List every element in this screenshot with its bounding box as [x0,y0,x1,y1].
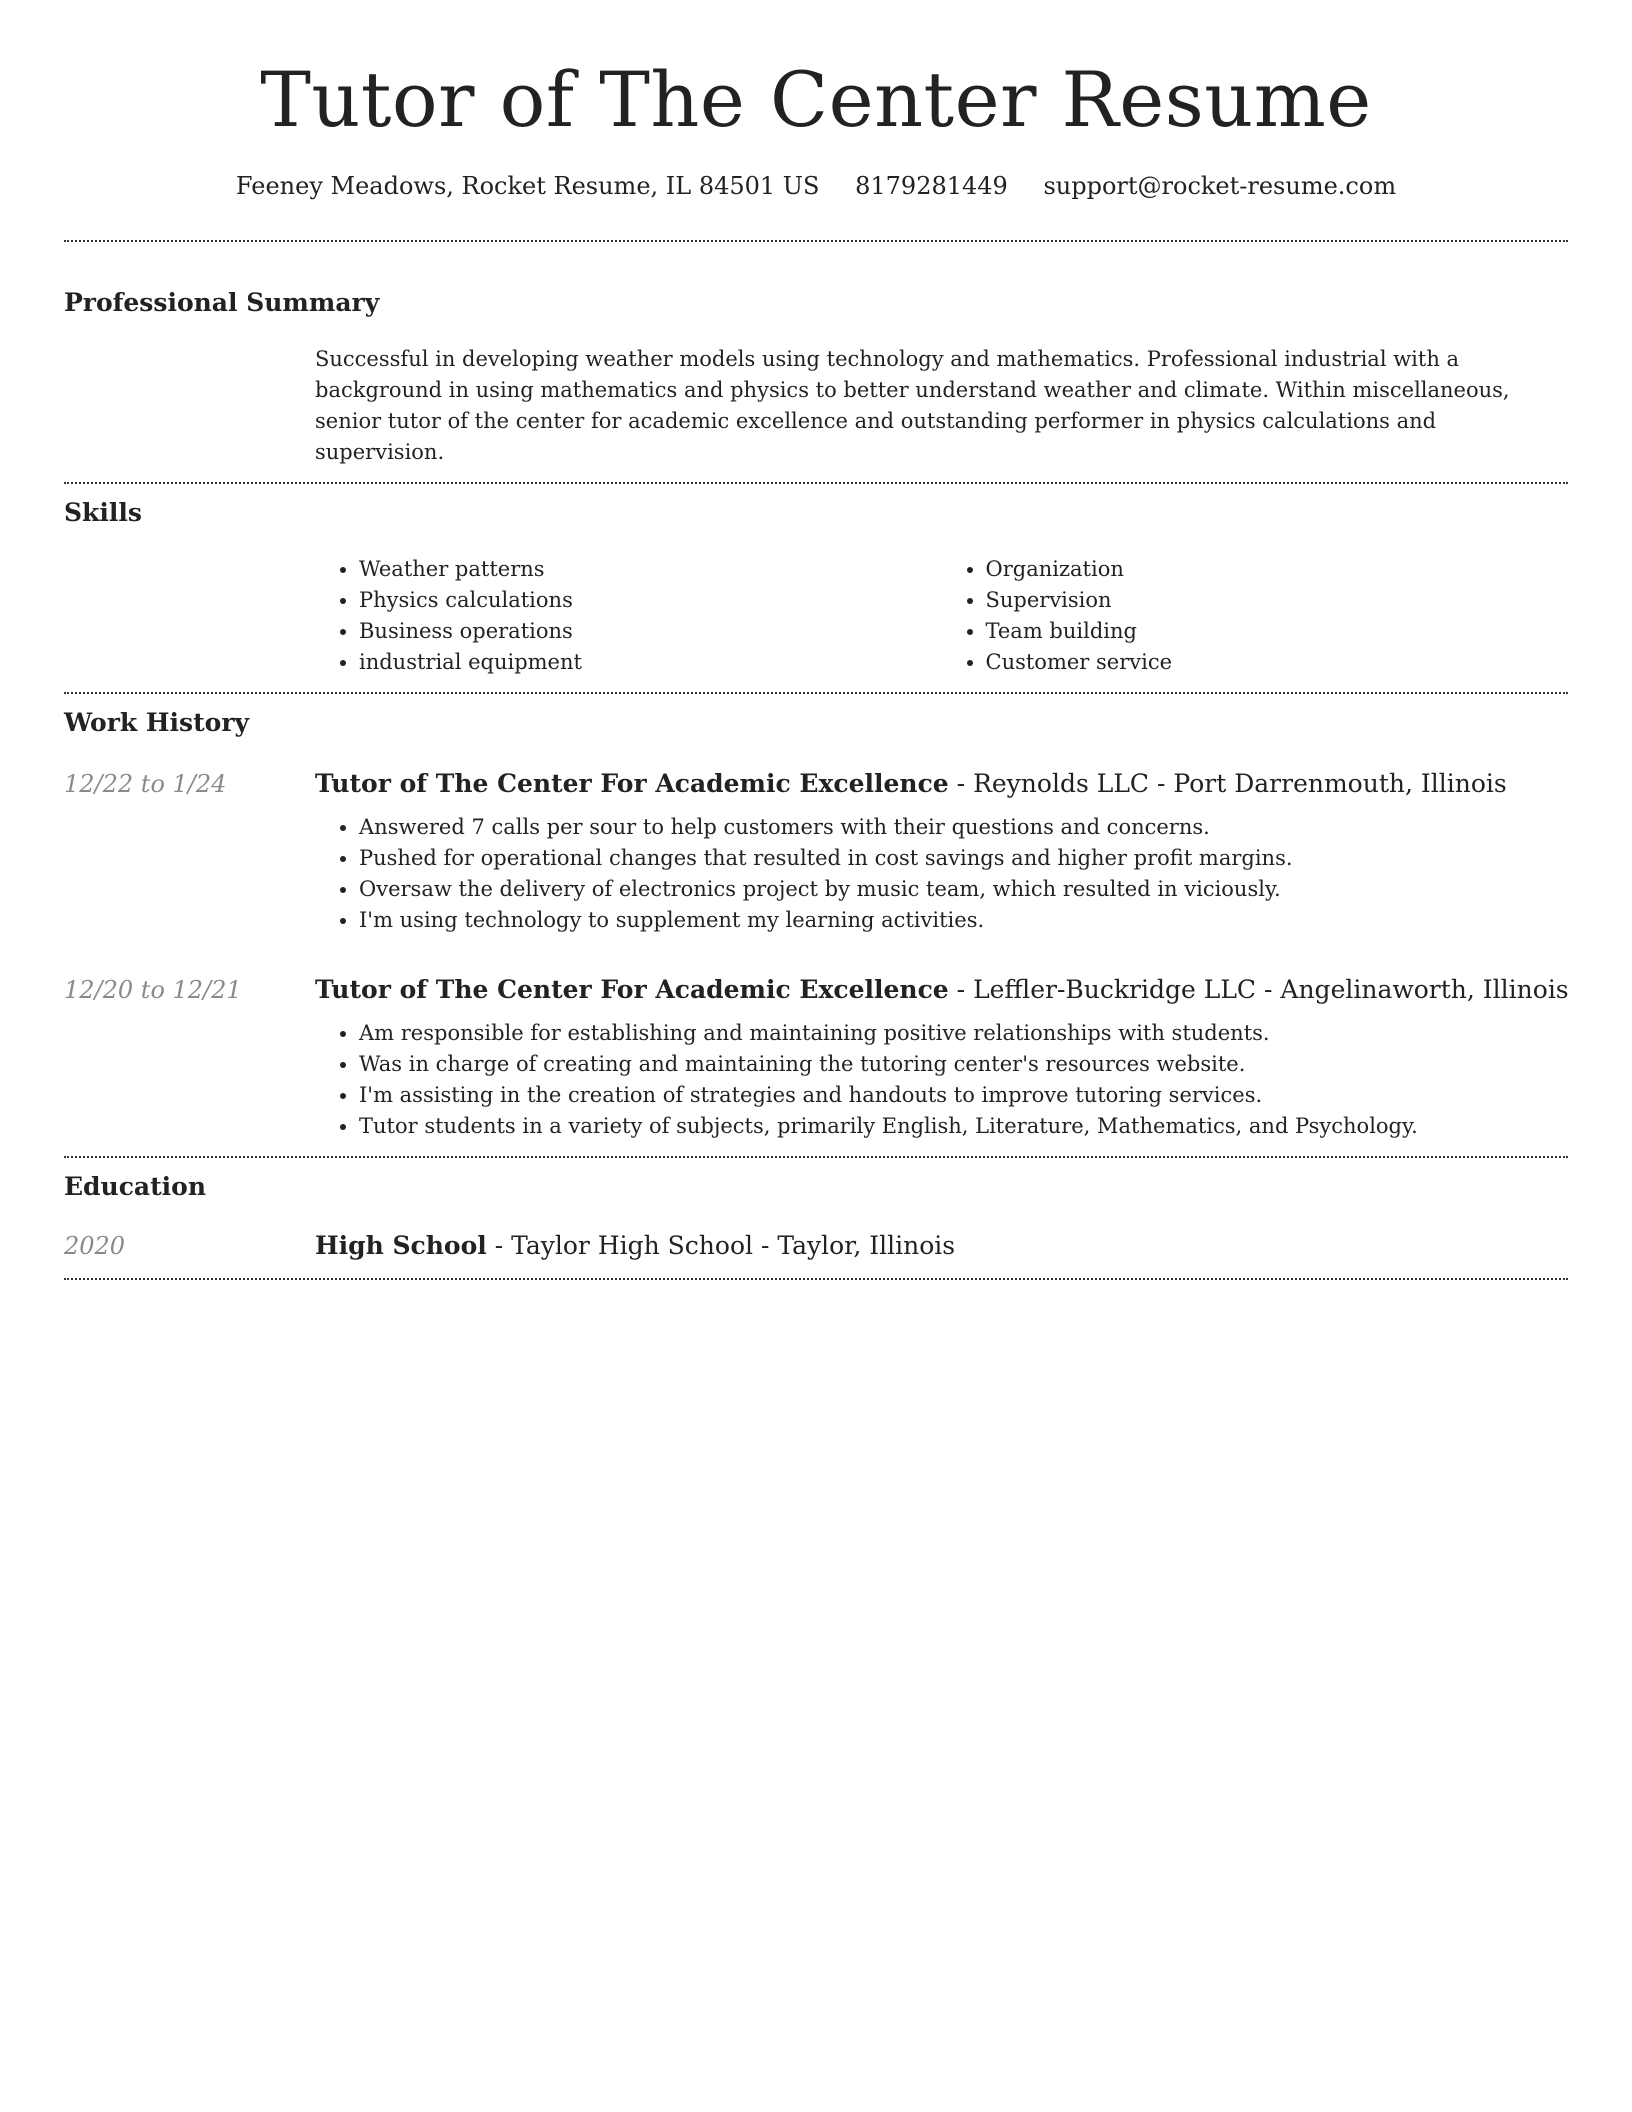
skill-item: • Business operations [359,616,942,647]
work-bullets [315,812,1568,936]
section-divider [64,1156,1568,1158]
separator: - [1256,975,1281,1004]
skills-list [315,554,1568,678]
work-heading [315,766,1568,802]
separator: - [486,1231,512,1260]
resume-page [64,0,1568,1280]
skills-column-left [315,554,942,678]
work-bullet: • Pushed for operational changes that resulted in cost savings and higher profit margins. [359,843,1568,874]
contact-email: support@rocket-resume.com [1043,172,1397,200]
skill-item: • Customer service [986,647,1569,678]
job-title: Tutor of The Center For Academic Excellence [315,769,949,798]
separator: - [948,769,974,798]
work-details [315,972,1569,1142]
education-details [315,1228,1568,1264]
work-bullet: • Tutor students in a variety of subjects, primarily English, Literature, Mathematics, and Psychology. [359,1111,1569,1142]
work-bullet: • Answered 7 calls per sour to help customers with their questions and concerns. [359,812,1568,843]
resume-title: Tutor of The Center Resume [260,55,1372,144]
separator: - [1149,769,1174,798]
company-name: Leffler-Buckridge LLC [973,975,1257,1004]
section-divider [64,240,1568,242]
skill-item: • Team building [986,616,1569,647]
job-location: Port Darrenmouth, Illinois [1173,769,1507,798]
job-title: Tutor of The Center For Academic Excellence [315,975,949,1004]
contact-phone: 8179281449 [855,172,1008,200]
work-dates: 12/20 to 12/21 [64,976,242,1004]
work-history-heading: Work History [64,708,250,737]
work-bullet: • Am responsible for establishing and maintaining positive relationships with students. [359,1018,1569,1049]
work-entry [64,972,1568,1142]
skill-item: • industrial equipment [359,647,942,678]
skill-item: • Weather patterns [359,554,942,585]
skills-heading: Skills [64,498,142,527]
education-year: 2020 [64,1232,126,1260]
summary-text: Successful in developing weather models using technology and mathematics. Professional industrial with a background in using mathematics and physics to better understand weather and climate. Within miscellaneous, senior tutor of the center for academic excellence and outstanding performer in physics calculations and supervision. [315,347,1510,464]
section-divider [64,692,1568,694]
skills-column-right [942,554,1569,678]
school-name: Taylor High School [511,1231,754,1260]
education-entry [64,1228,1568,1264]
job-location: Angelinaworth, Illinois [1280,975,1569,1004]
work-heading [315,972,1569,1008]
school-location: Taylor, Illinois [777,1231,956,1260]
work-bullet: • I'm assisting in the creation of strategies and handouts to improve tutoring services. [359,1080,1569,1111]
work-bullet: • Oversaw the delivery of electronics project by music team, which resulted in viciously. [359,874,1568,905]
summary-heading: Professional Summary [64,288,380,317]
work-details [315,766,1568,936]
separator: - [753,1231,778,1260]
work-bullet: • Was in charge of creating and maintaining the tutoring center's resources website. [359,1049,1569,1080]
work-entry [64,766,1568,936]
degree: High School [315,1231,487,1260]
work-dates: 12/22 to 1/24 [64,770,227,798]
skill-item: • Supervision [986,585,1569,616]
section-divider [64,1278,1568,1280]
section-divider [64,482,1568,484]
work-bullet: • I'm using technology to supplement my learning activities. [359,905,1568,936]
contact-address: Feeney Meadows, Rocket Resume, IL 84501 US [235,172,820,200]
skill-item: • Organization [986,554,1569,585]
education-heading: Education [64,1172,207,1201]
contact-line [64,166,1568,206]
company-name: Reynolds LLC [973,769,1150,798]
education-heading-line [315,1228,1568,1264]
separator: - [948,975,974,1004]
work-bullets [315,1018,1569,1142]
skill-item: • Physics calculations [359,585,942,616]
